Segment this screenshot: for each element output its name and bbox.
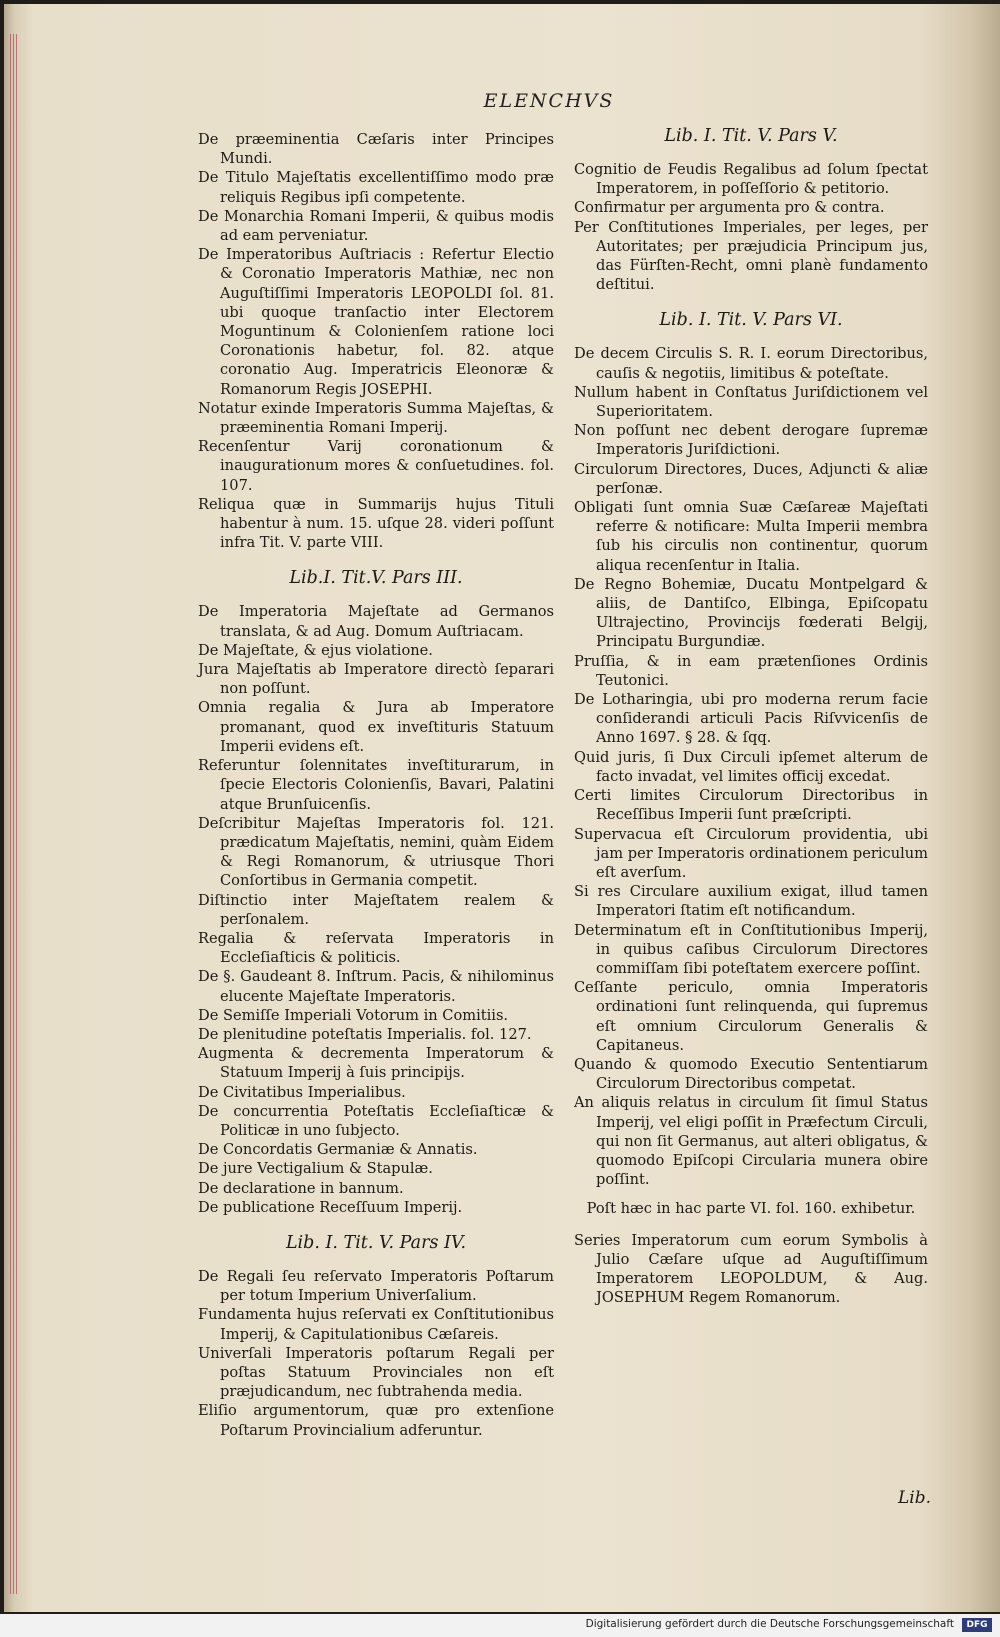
binding-edge xyxy=(10,34,17,1594)
index-entry: De Lotharingia, ubi pro moderna rerum facie conſiderandi articuli Pacis Riſvvicenſis de Anno 1697. § 28. & ſqq. xyxy=(574,691,928,747)
index-entry: De concurrentia Poteſtatis Eccleſiaſticæ & Politicæ in uno ſubjecto. xyxy=(198,1102,554,1139)
index-entry: De §. Gaudeant 8. Inſtrum. Pacis, & nihilominus elucente Majeſtate Imperatoris. xyxy=(198,968,554,1005)
footer-credit: Digitalisierung gefördert durch die Deutsche Forschungsgemeinschaft xyxy=(585,1618,954,1630)
index-entry: Augmenta & decrementa Imperatorum & Statuum Imperij à ſuis principijs. xyxy=(198,1045,554,1082)
index-entry: Supervacua eſt Circulorum providentia, ubi jam per Imperatoris ordinationem periculum eſt averſum. xyxy=(574,825,928,881)
index-entry: Certi limites Circulorum Directoribus in Receſſibus Imperii ſunt præſcripti. xyxy=(574,787,928,824)
index-entry: De Semiſſe Imperiali Votorum in Comitiis. xyxy=(198,1006,509,1024)
index-entry: Pruſſia, & in eam prætenſiones Ordinis Teutonici. xyxy=(574,652,928,689)
index-entry: Cognitio de Feudis Regalibus ad ſolum ſpectat Imperatorem, in poſſeſſorio & petitorio. xyxy=(574,161,928,198)
index-entry: De publicatione Receſſuum Imperij. xyxy=(198,1198,463,1216)
index-entry: Si res Circulare auxilium exigat, illud tamen Imperatori ſtatim eſt notificandum. xyxy=(574,883,928,920)
index-entry: De decem Circulis S. R. I. eorum Directoribus, cauſis & negotiis, limitibus & poteſtate. xyxy=(574,345,928,382)
index-entry: Obligati ſunt omnia Suæ Cæſareæ Majeſtati referre & notificare: Multa Imperii membra ſub his circulis non continentur, quorum aliqua recenſentur in Italia. xyxy=(574,499,928,574)
index-entry: Quando & quomodo Executio Sententiarum Circulorum Directoribus competat. xyxy=(574,1055,928,1093)
index-entry: De Concordatis Germaniæ & Annatis. xyxy=(198,1141,478,1159)
right-entries-end xyxy=(574,1231,928,1308)
left-column xyxy=(198,130,554,1440)
index-entry: Non poſſunt nec debent derogare ſupremæ Imperatoris Juriſdictioni. xyxy=(574,422,928,459)
right-column xyxy=(574,126,928,1307)
index-entry: Notatur exinde Imperatoris Summa Majeſtas, & præeminentia Romani Imperij. xyxy=(198,399,554,437)
index-entry: De Imperatoria Majeſtate ad Germanos translata, & ad Aug. Domum Auſtriacam. xyxy=(198,603,554,640)
folio-note: Poſt hæc in hac parte VI. fol. 160. exhibetur. xyxy=(586,1200,916,1218)
section-heading-pars-vi: Lib. I. Tit. V. Pars VI. xyxy=(659,310,843,331)
index-entry: Univerſali Imperatoris poſtarum Regali per poſtas Statuum Provinciales non eſt præjudicandum, nec ſubtrahenda media. xyxy=(198,1344,554,1401)
catchword: Lib. xyxy=(898,1488,932,1508)
index-entry: Referuntur ſolennitates inveſtiturarum, in ſpecie Electoris Colonienſis, Bavari, Palatini atque Brunſuicenſis. xyxy=(198,757,554,813)
index-entry: Diſtinctio inter Majeſtatem realem & perſonalem. xyxy=(198,891,554,928)
index-entry: De Majeſtate, & ejus violatione. xyxy=(198,641,433,659)
index-entry: Nullum habent in Conſtatus Juriſdictionem vel Superioritatem. xyxy=(574,383,928,421)
dfg-logo-icon: DFG xyxy=(962,1618,992,1632)
right-entries-pars-v xyxy=(574,160,928,294)
index-entry: Eliſio argumentorum, quæ pro extenſione Poſtarum Provincialium adferuntur. xyxy=(198,1402,554,1439)
index-entry: Per Conſtitutiones Imperiales, per leges, per Autoritates; per præjudicia Principum jus, das Fürſten-Recht, omni planè fundamento deſtitui. xyxy=(574,218,928,294)
index-entry: Determinatum eſt in Conſtitutionibus Imperij, in quibus caſibus Circulorum Directores commiſſam ſibi poteſtatem exercere poſſint. xyxy=(574,921,928,977)
index-entry: Recenſentur Varij coronationum & inaugurationum mores & conſuetudines. fol. 107. xyxy=(198,438,554,494)
index-entry: De declaratione in bannum. xyxy=(198,1179,404,1197)
running-header xyxy=(4,90,1000,112)
left-entries-pars-iv xyxy=(198,1267,554,1440)
index-entry: Deſcribitur Majeſtas Imperatoris fol. 121. prædicatum Majeſtatis, nemini, quàm Eidem & Regi Romanorum, & utriusque Thori Conſortibus in Germania competit. xyxy=(198,814,554,890)
index-entry: De præeminentia Cæſaris inter Principes Mundi. xyxy=(198,131,554,168)
index-entry: An aliquis relatus in circulum ſit ſimul Status Imperij, vel eligi poſſit in Præfectum Circuli, qui non ſit Germanus, aut alteri obligatus, & quomodo Epiſcopi Circularia munera obire poſſint. xyxy=(574,1094,928,1189)
index-entry: Omnia regalia & Jura ab Imperatore promanant, quod ex inveſtituris Statuum Imperii evidens eſt. xyxy=(198,699,554,755)
index-entry: Circulorum Directores, Duces, Adjuncti & aliæ perſonæ. xyxy=(574,460,928,497)
index-entry: Confirmatur per argumenta pro & contra. xyxy=(574,199,885,217)
index-entry: Regalia & reſervata Imperatoris in Eccleſiaſticis & politicis. xyxy=(198,929,554,967)
index-entry: Jura Majeſtatis ab Imperatore directò ſeparari non poſſunt. xyxy=(198,661,554,698)
index-entry: Series Imperatorum cum eorum Symbolis à Julio Cæſare uſque ad Auguſtiſſimum Imperatorem LEOPOLDUM, & Aug. JOSEPHUM Regem Romanorum. xyxy=(574,1231,928,1307)
index-entry: Fundamenta hujus reſervati ex Conſtitutionibus Imperij, & Capitulationibus Cæſareis. xyxy=(198,1306,554,1343)
left-entries-pars-iii xyxy=(198,602,554,1217)
index-entry: De Monarchia Romani Imperii, & quibus modis ad eam perveniatur. xyxy=(198,207,554,245)
index-entry: De Regali ſeu reſervato Imperatoris Poſtarum per totum Imperium Univerſalium. xyxy=(198,1267,554,1305)
left-entries-top xyxy=(198,130,554,552)
index-entry: Reliqua quæ in Summarijs hujus Tituli habentur à num. 15. uſque 28. videri poſſunt infra Tit. V. parte VIII. xyxy=(198,495,554,552)
index-entry: De plenitudine poteſtatis Imperialis. fol. 127. xyxy=(198,1025,532,1043)
index-entry: Ceſſante periculo, omnia Imperatoris ordinationi ſunt relinquenda, qui ſupremus eſt omnium Circulorum Generalis & Capitaneus. xyxy=(574,979,928,1054)
book-page xyxy=(4,4,1000,1612)
index-entry: De Titulo Majeſtatis excellentiſſimo modo præ reliquis Regibus ipſi competente. xyxy=(198,169,554,206)
index-entry: De Imperatoribus Auſtriacis : Refertur Electio & Coronatio Imperatoris Mathiæ, nec non Auguſtiſſimi Imperatoris LEOPOLDI ſol. 81. ubi quoque tranſactio inter Electorem Moguntinum & Colonienſem ratione loci Coronationis habetur, fol. 82. atque coronatio Aug. Imperatricis Eleonoræ & Romanorum Regis JOSEPHI. xyxy=(198,246,554,398)
running-title: ELENCHVS xyxy=(483,90,615,112)
index-entry: De Regno Bohemiæ, Ducatu Montpelgard & aliis, de Dantiſco, Elbinga, Epiſcopatu Ultrajectino, Provincijs fœderati Belgij, Principatu Burgundiæ. xyxy=(574,575,928,651)
index-entry: De jure Vectigalium & Stapulæ. xyxy=(198,1160,433,1178)
index-entry: De Civitatibus Imperialibus. xyxy=(198,1083,406,1101)
section-heading-pars-v: Lib. I. Tit. V. Pars V. xyxy=(664,126,838,146)
section-heading-pars-iii: Lib.I. Tit.V. Pars III. xyxy=(289,568,463,589)
right-entries-pars-vi xyxy=(574,344,928,1189)
digitization-footer xyxy=(0,1614,1000,1637)
index-entry: Quid juris, ſi Dux Circuli ipſemet alterum de facto invadat, vel limites officij excedat. xyxy=(574,748,928,785)
section-heading-pars-iv: Lib. I. Tit. V. Pars IV. xyxy=(285,1232,467,1253)
